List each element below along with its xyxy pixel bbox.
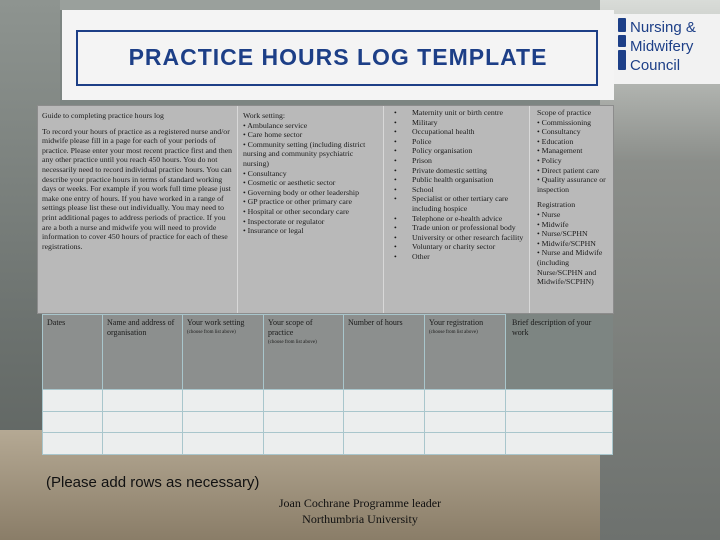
work-setting-item: • Consultancy — [243, 168, 287, 178]
scope-header: Your scope of practice (choose from list above) — [264, 315, 344, 390]
work-setting-note: (choose from list above) — [187, 330, 236, 335]
guidance-table — [37, 105, 614, 314]
scope-item: • Education — [537, 136, 574, 146]
work-setting-item: • Public health organisation — [394, 175, 526, 185]
table-cell[interactable] — [264, 390, 344, 412]
table-cell[interactable] — [344, 411, 425, 433]
work-setting-item: • University or other research facility — [394, 233, 526, 243]
add-rows-note: (Please add rows as necessary) — [46, 474, 260, 491]
scope-note: (choose from list above) — [268, 340, 317, 345]
logo-mark-icon — [618, 18, 628, 70]
table-cell[interactable] — [264, 433, 344, 455]
work-setting-column — [238, 106, 383, 313]
work-setting-item: • Community setting (including district nursing and community psychiatric nursing) — [243, 139, 366, 168]
guide-column — [38, 106, 238, 313]
registration-header: Your registration (choose from list above) — [425, 315, 506, 390]
table-cell[interactable] — [43, 433, 103, 455]
brief-description-header: Brief description of your work — [506, 315, 613, 390]
scope-column — [530, 106, 613, 313]
hours-header: Number of hours — [344, 315, 425, 390]
work-setting-item: • Voluntary or charity sector — [394, 242, 526, 252]
table-cell[interactable] — [506, 390, 613, 412]
table-cell[interactable] — [506, 433, 613, 455]
work-setting-more-column — [383, 106, 530, 313]
page-title: PRACTICE HOURS LOG TEMPLATE — [128, 43, 548, 70]
guide-body: To record your hours of practice as a registered nurse and/or midwife please fill in a page for each of your periods of practice. Please enter your most recent practice first and then any other practice until you reach 450 hours. You do not necessarily need to record individual practice hours. You can describe your practice hours in terms of standard working days or weeks. For example if you work full time please just make one entry of hours. If you have worked in a range of settings please list these out individually. You may need to print additional pages to address periods of practice. If you are a both a nurse and midwife you will need to provide information to cover 450 hours of practice for each of these registrations. — [42, 126, 233, 251]
registration-item: • Midwife — [537, 219, 569, 229]
table-row — [43, 390, 613, 412]
work-setting-item: • Specialist or other tertiary care including hospice — [394, 194, 526, 213]
work-setting-item: • Other — [394, 252, 526, 262]
work-setting-item: • Inspectorate or regulator — [243, 216, 325, 226]
work-setting-item: • GP practice or other primary care — [243, 197, 352, 207]
work-setting-item: • School — [394, 185, 526, 195]
work-setting-item: • Ambulance service — [243, 120, 308, 130]
work-setting-header: Your work setting (choose from list above) — [183, 315, 264, 390]
work-setting-item: • Prison — [394, 156, 526, 166]
work-setting-item: • Private domestic setting — [394, 166, 526, 176]
registration-item: • Nurse and Midwife (including Nurse/SCPHN and Midwife/SCPHN) — [537, 248, 603, 287]
nmc-logo — [614, 14, 720, 84]
scope-item: • Consultancy — [537, 127, 581, 137]
author-credit — [230, 495, 490, 527]
work-setting-item: • Governing body or other leadership — [243, 187, 359, 197]
scope-item: • Commissioning — [537, 117, 592, 127]
work-setting-item: • Cosmetic or aesthetic sector — [243, 178, 336, 188]
guide-heading: Guide to completing practice hours log — [42, 111, 164, 120]
table-cell[interactable] — [264, 411, 344, 433]
table-row — [43, 433, 613, 455]
table-cell[interactable] — [43, 390, 103, 412]
table-cell[interactable] — [344, 433, 425, 455]
registration-heading: Registration — [537, 200, 576, 210]
table-row — [43, 411, 613, 433]
work-setting-item: • Insurance or legal — [243, 226, 304, 236]
table-cell[interactable] — [183, 433, 264, 455]
work-setting-item: • Care home sector — [243, 130, 303, 140]
table-cell[interactable] — [103, 433, 183, 455]
table-cell[interactable] — [425, 433, 506, 455]
logo-line-2: Midwifery — [630, 38, 694, 55]
organisation-header: Name and address of organisation — [103, 315, 183, 390]
table-header-row — [43, 315, 613, 390]
author-institution: Northumbria University — [302, 512, 418, 526]
author-name: Joan Cochrane Programme leader — [278, 496, 442, 510]
work-setting-item: • Policy organisation — [394, 146, 526, 156]
work-setting-item: • Hospital or other secondary care — [243, 206, 349, 216]
table-cell[interactable] — [43, 411, 103, 433]
logo-line-1: Nursing & — [630, 19, 696, 36]
table-cell[interactable] — [344, 390, 425, 412]
registration-note: (choose from list above) — [429, 330, 478, 335]
table-cell[interactable] — [506, 411, 613, 433]
registration-item: • Midwife/SCPHN — [537, 238, 596, 248]
work-setting-item: • Police — [394, 137, 526, 147]
work-setting-heading: Work setting: — [243, 111, 286, 120]
work-setting-item: • Maternity unit or birth centre — [394, 108, 526, 118]
scope-item: • Management — [537, 146, 583, 156]
table-cell[interactable] — [183, 390, 264, 412]
table-cell[interactable] — [425, 390, 506, 412]
registration-item: • Nurse — [537, 209, 561, 219]
work-setting-item: • Trade union or professional body — [394, 223, 526, 233]
title-banner — [62, 10, 614, 100]
logo-line-3: Council — [630, 57, 681, 74]
table-cell[interactable] — [425, 411, 506, 433]
table-cell[interactable] — [103, 411, 183, 433]
scope-item: • Quality assurance or inspection — [537, 175, 606, 194]
table-cell[interactable] — [183, 411, 264, 433]
work-setting-item: • Occupational health — [394, 127, 526, 137]
scope-item: • Policy — [537, 155, 562, 165]
scope-heading: Scope of practice — [537, 108, 592, 117]
registration-item: • Nurse/SCPHN — [537, 229, 588, 239]
table-cell[interactable] — [103, 390, 183, 412]
work-setting-item: • Military — [394, 118, 526, 128]
practice-log-table — [42, 314, 613, 455]
scope-item: • Direct patient care — [537, 165, 600, 175]
dates-header: Dates — [43, 315, 103, 390]
work-setting-item: • Telephone or e-health advice — [394, 214, 526, 224]
